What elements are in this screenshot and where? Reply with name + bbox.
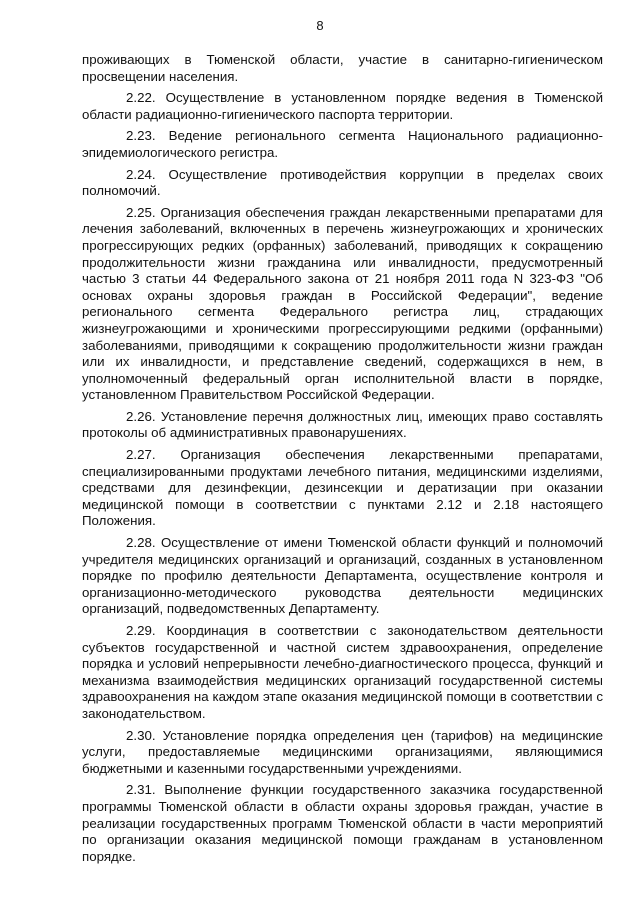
paragraph-continuation: проживающих в Тюменской области, участие в санитарно-гигиеническом просвещении населения. [82,52,603,84]
paragraph-2-22: 2.22. Осуществление в установленном порядке ведения в Тюменской области радиационно-гигиенического паспорта территории. [82,90,603,122]
paragraph-2-25: 2.25. Организация обеспечения граждан лекарственными препаратами для лечения заболеваний, включенных в перечень жизнеугрожающих и хронических прогрессирующих редких (орфанных) заболеваний, приводящих к сокращению продолжительности жизни гражданина или инвалидности, предусмотренный частью 3 статьи 44 Федерального закона от 21 ноября 2011 года N 323-ФЗ "Об основах охраны здоровья граждан в Российской Федерации", ведение регионального сегмента Федерального регистра лиц, страдающих жизнеугрожающими и хроническими прогрессирующими редкими (орфанными) заболеваниями, приводящими к сокращению продолжительности жизни граждан или их инвалидности, и представление сведений, содержащихся в нем, в уполномоченный федеральный орган исполнительной власти в порядке, установленном Правительством Российской Федерации. [82,204,603,403]
document-body [82,52,603,870]
paragraph-2-29: 2.29. Координация в соответствии с законодательством деятельности субъектов государственной и частной систем здравоохранения, определение порядка и условий непрерывности лечебно-диагностического процесса, функций и механизма взаимодействия медицинских организаций государственной системы здравоохранения на каждом этапе оказания медицинской помощи в соответствии с законодательством. [82,623,603,721]
paragraph-2-28: 2.28. Осуществление от имени Тюменской области функций и полномочий учредителя медицинских организаций и организаций, созданных в установленном порядке по профилю деятельности Департамента, осуществление контроля и организационно-методического руководства деятельности медицинских организаций, подведомственных Департаменту. [82,535,603,617]
paragraph-2-26: 2.26. Установление перечня должностных лиц, имеющих право составлять протоколы об административных правонарушениях. [82,408,603,441]
paragraph-2-31: 2.31. Выполнение функции государственного заказчика государственной программы Тюменской области в области охраны здоровья граждан, участие в реализации государственных программ Тюменской области в части мероприятий по организации оказания медицинской помощи гражданам в установленном порядке. [82,782,603,864]
paragraph-2-23: 2.23. Ведение регионального сегмента Национального радиационно-эпидемиологического регистра. [82,128,603,160]
paragraph-2-30: 2.30. Установление порядка определения цен (тарифов) на медицинские услуги, предоставляемые медицинскими организациями, являющимися бюджетными и казенными государственными учреждениями. [82,727,603,776]
paragraph-2-27: 2.27. Организация обеспечения лекарственными препаратами, специализированными продуктами лечебного питания, медицинскими изделиями, средствами для дезинфекции, дезинсекции и дератизации при оказании медицинской помощи в соответствии с пунктами 2.12 и 2.18 настоящего Положения. [82,447,603,529]
page-number: 8 [316,18,324,33]
paragraph-2-24: 2.24. Осуществление противодействия коррупции в пределах своих полномочий. [82,166,603,199]
